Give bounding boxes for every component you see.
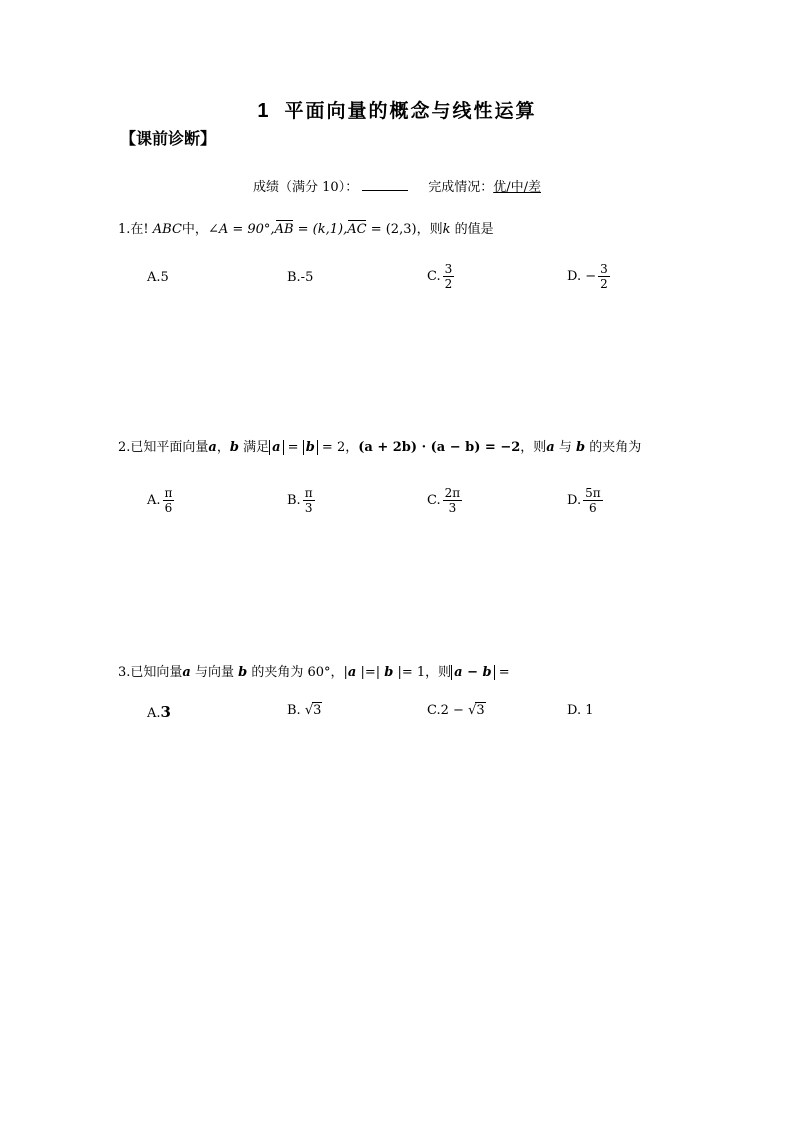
fraction-denominator: 2 [444, 277, 453, 291]
q2-option-c [427, 486, 462, 515]
q1-option-d-fraction [598, 262, 610, 291]
question-2 [118, 436, 641, 455]
q1-option-a: A.5 [147, 270, 169, 285]
q3-option-a-label: A. [147, 706, 161, 721]
q1-angle: ∠A = 90°, [207, 222, 275, 237]
q3-option-b-label: B. [287, 703, 301, 718]
q3-mid1: 与向量 [190, 665, 239, 680]
status-value: 优/中/差 [493, 180, 541, 195]
fraction-denominator: 3 [448, 501, 457, 515]
q1-option-b: B.-5 [287, 270, 314, 285]
q2-option-d [567, 486, 603, 515]
question-1 [118, 218, 494, 237]
q2-prefix: 2.已知平面向量 [118, 440, 209, 455]
q2-comma: ， [216, 440, 230, 455]
q3-vector-a: a [182, 665, 191, 680]
q1-option-d [567, 262, 610, 291]
title-number: 1 [257, 100, 271, 122]
q2-abs-b-var: b [305, 440, 315, 455]
fraction-denominator: 6 [589, 501, 597, 515]
title-text: 平面向量的概念与线性运算 [284, 100, 537, 122]
q3-diff: a − b [454, 665, 492, 680]
q1-suffix: ，则 [416, 222, 443, 237]
q1-ab-value: = (k,1), [293, 222, 348, 237]
q1-ac-value: = (2,3) [366, 222, 417, 237]
q2-option-d-label: D. [567, 493, 582, 508]
q1-vector-ab: AB [274, 222, 294, 237]
q3-abs-end: |= 1，则 [393, 665, 452, 680]
fraction-denominator: 3 [304, 501, 313, 515]
q3-abs-mid: |=| [356, 665, 385, 680]
fraction-numerator: 3 [600, 262, 608, 276]
fraction-denominator: 6 [164, 501, 173, 515]
q2-abs-a [269, 440, 283, 455]
q2-option-c-fraction [443, 486, 463, 515]
sqrt-sign: √ [468, 703, 477, 718]
section-heading: 【课前诊断】 [120, 129, 217, 148]
status-label: 完成情况： [428, 180, 494, 195]
fraction-denominator: 2 [600, 277, 608, 291]
q2-vector-b: b [229, 440, 239, 455]
q3-option-c-label: C. [427, 703, 441, 718]
q2-eq1: = [283, 440, 303, 455]
q1-end: 的值是 [450, 222, 494, 237]
q2-option-b-fraction [303, 486, 315, 515]
score-line [0, 176, 794, 195]
q2-option-b-label: B. [287, 493, 301, 508]
q2-option-b [287, 486, 315, 515]
q2-then: ，则 [520, 440, 547, 455]
fraction-numerator: 3 [444, 262, 453, 276]
q2-vector-b-2: b [575, 440, 586, 455]
q3-vector-b: b [238, 665, 248, 680]
q1-option-c-label: C. [427, 269, 441, 284]
q3-option-a [147, 703, 171, 721]
q3-option-c-prefix: 2 − [440, 703, 469, 718]
q1-option-d-label: D. − [567, 269, 597, 284]
q1-triangle-name: ABC [152, 222, 182, 237]
q3-option-c-radicand: 3 [476, 703, 485, 718]
q3-option-b-radicand: 3 [313, 703, 322, 718]
q3-option-a-value: 3 [160, 703, 171, 721]
q2-expression: (a + 2b) · (a − b) = −2 [358, 440, 521, 455]
score-label: 成绩（满分 10）： [253, 180, 359, 195]
q2-with: 与 [554, 440, 576, 455]
q1-prefix: 1.在 [118, 222, 144, 237]
q2-end: 的夹角为 [585, 440, 642, 455]
q3-mid2: 的夹角为 60°， [247, 665, 344, 680]
q2-vector-a: a [208, 440, 217, 455]
q2-option-a-label: A. [147, 493, 161, 508]
page-title [0, 96, 794, 123]
q3-option-c [427, 703, 486, 718]
q2-abs-b [303, 440, 318, 455]
q1-option-c-fraction [443, 262, 455, 291]
q3-option-d: D. 1 [567, 703, 594, 718]
q3-eq: = [494, 665, 510, 680]
q3-prefix: 3.已知向量 [118, 665, 183, 680]
q3-abs-a: a [347, 665, 357, 680]
q2-vector-a-2: a [546, 440, 555, 455]
q1-mid: 中， [181, 222, 208, 237]
sqrt-sign: √ [304, 703, 314, 718]
q3-abs-diff [451, 665, 494, 680]
q2-option-a-fraction [163, 486, 175, 515]
q1-triangle-symbol: ! [143, 222, 149, 237]
q3-abs-b: b [384, 665, 394, 680]
q1-vector-ac: AC [347, 222, 367, 237]
fraction-numerator: 5π [585, 486, 601, 500]
score-blank [362, 178, 408, 191]
q3-option-b [287, 703, 322, 718]
question-3 [118, 661, 510, 680]
q2-option-d-fraction [583, 486, 603, 515]
fraction-numerator: π [304, 486, 313, 500]
q2-eq2: = 2， [317, 440, 359, 455]
q2-option-a [147, 486, 174, 515]
q1-k: k [442, 222, 451, 237]
q2-option-c-label: C. [427, 493, 441, 508]
fraction-numerator: π [164, 486, 173, 500]
q2-abs-a-var: a [272, 440, 281, 455]
fraction-numerator: 2π [444, 486, 461, 500]
q3-abs-open: | [343, 665, 348, 680]
q1-option-c [427, 262, 454, 291]
q2-cond: 满足 [238, 440, 270, 455]
